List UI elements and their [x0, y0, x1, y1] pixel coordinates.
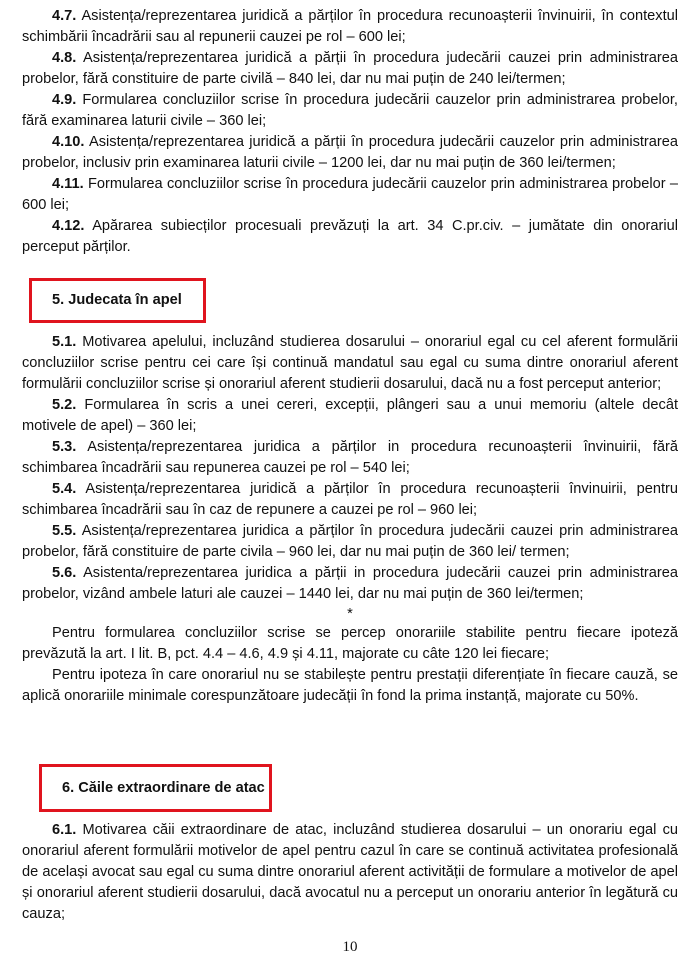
section-5-heading [29, 278, 206, 323]
note-paragraph-1: Pentru formularea concluziilor scrise se percep onorariile stabilite pentru fiecare ipoteză prevăzută la art. I lit. B, pct. 4.4 – 4.6, 4.9 și 4.11, majorate cu câte 120 lei fiecare; [22, 625, 678, 662]
item-4-11: 4.11. Formularea concluziilor scrise în procedura judecării cauzelor prin administrarea probelor – 600 lei; [22, 176, 678, 213]
page-number: 10 [342, 939, 358, 955]
item-4-8: 4.8. Asistența/reprezentarea juridică a părții în procedura judecării cauzei prin administrarea probelor, fără constituire de parte civilă – 840 lei, dar nu mai puțin de 240 lei/termen; [22, 50, 678, 87]
item-4-9: 4.9. Formularea concluziilor scrise în procedura judecării cauzelor prin administrarea probelor, fără examinarea laturii civile – 360 lei; [22, 92, 678, 129]
item-5-1: 5.1. Motivarea apelului, incluzând studierea dosarului – onorariul egal cu cel aferent formulării concluziilor scrise pentru cei care își continuă mandatul sau egal cu suma dintre onorariul aferent formulării concluziilor scrise și onorariul aferent studierii dosarului, dacă nu a fost perceput anterior; [22, 334, 678, 392]
note-paragraph-2: Pentru ipoteza în care onorariul nu se stabilește pentru prestații diferențiate în fiecare cauză, se aplică onorariile minimale corespunzătoare judecății în fond la prima instanță, majorate cu 50%. [22, 667, 678, 704]
item-4-7: 4.7. Asistența/reprezentarea juridică a părților în procedura recunoașterii învinuirii, în contextul schimbării încadrării sau al repunerii cauzei pe rol – 600 lei; [22, 8, 678, 45]
item-5-6: 5.6. Asistenta/reprezentarea juridica a părții in procedura judecării cauzei prin administrarea probelor, vizând ambele laturi ale cauzei – 1440 lei, dar nu mai puțin de 360 lei/termen; [22, 565, 678, 602]
item-4-12: 4.12. Apărarea subiecților procesuali prevăzuți la art. 34 C.pr.civ. – jumătate din onorariul perceput părților. [22, 218, 678, 255]
section-6-heading [39, 764, 272, 812]
separator-star: * [347, 606, 353, 622]
section-4-items [22, 6, 678, 258]
section-6-heading-text: 6. Căile extraordinare de atac [62, 779, 265, 796]
section-5-items [22, 332, 678, 707]
item-5-5: 5.5. Asistența/reprezentarea juridica a părților în procedura judecării cauzei prin administrarea probelor, fără constituire de parte civila – 960 lei, dar nu mai puțin de 360 lei/ termen; [22, 523, 679, 560]
section-6-items [22, 820, 678, 925]
item-5-3: 5.3. Asistența/reprezentarea juridica a părților in procedura recunoașterii învinuirii, fără schimbarea încadrării sau repunerea cauzei pe rol – 540 lei; [22, 439, 678, 476]
section-5-heading-text: 5. Judecata în apel [52, 292, 182, 308]
item-4-10: 4.10. Asistența/reprezentarea juridică a părții în procedura judecării cauzelor prin administrarea probelor, inclusiv prin examinarea laturii civile – 1200 lei, dar nu mai puțin de 360 lei/termen; [22, 134, 679, 171]
item-6-1: 6.1. Motivarea căii extraordinare de atac, incluzând studierea dosarului – un onorariu egal cu onorariul aferent formulării motivelor de apel pentru cazul în care se continuă activitatea profesională de același avocat sau egal cu suma dintre onorariul aferent activității de formulare a motivelor de apel și onorariul aferent studierii dosarului, dacă avocatul nu a perceput un onorariu anterior în legătură cu cauza; [22, 822, 678, 922]
item-5-4: 5.4. Asistența/reprezentarea juridică a părților în procedura recunoașterii învinuirii, pentru schimbarea încadrării sau în caz de repunere a cauzei pe rol – 960 lei; [22, 481, 678, 518]
item-5-2: 5.2. Formularea în scris a unei cereri, excepții, plângeri sau a unui memoriu (altele decât motivele de apel) – 360 lei; [22, 397, 678, 434]
